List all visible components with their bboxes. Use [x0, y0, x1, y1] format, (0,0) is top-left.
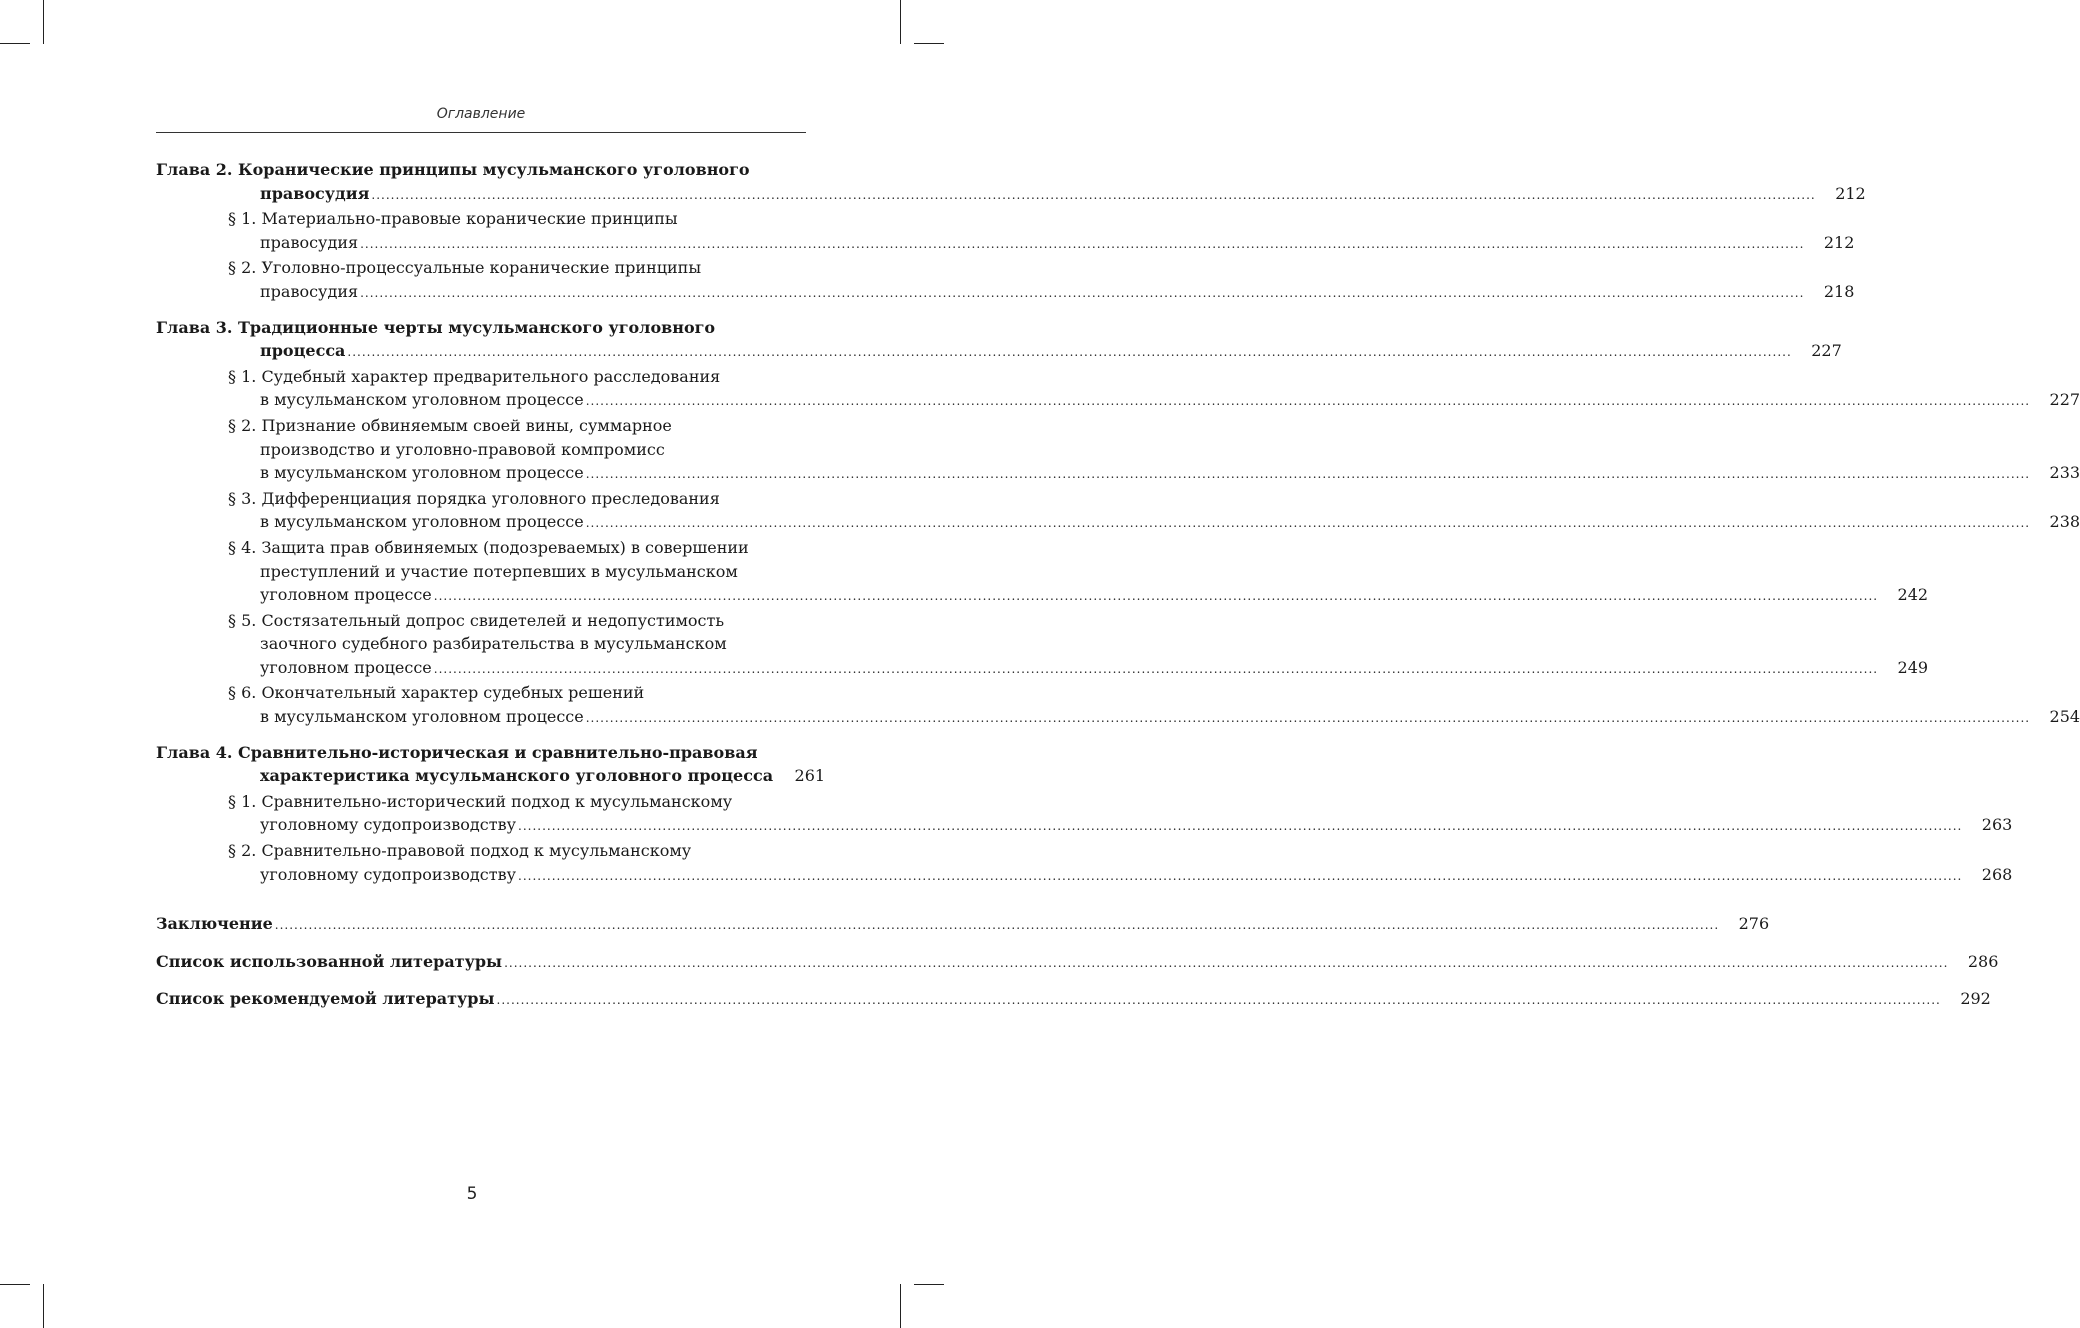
table-of-contents	[156, 158, 2080, 1013]
toc-chapter-entry[interactable]	[156, 316, 1842, 365]
dot-leader: ............................................................................................................................................................................................................................................................................................................	[360, 285, 1805, 300]
dot-leader: ............................................................................................................................................................................................................................................................................................................	[433, 661, 1879, 676]
toc-section-entry[interactable]	[228, 681, 2080, 730]
toc-page-number: 263	[1981, 815, 2013, 835]
toc-entry-title-line: в мусульманском уголовном процессе	[260, 390, 584, 410]
dot-leader: ............................................................................................................................................................................................................................................................................................................	[433, 589, 1879, 604]
toc-entry-title-line: в мусульманском уголовном процессе	[260, 512, 584, 532]
toc-entry-title-line: в мусульманском уголовном процессе	[260, 463, 584, 483]
toc-entry-title-line: Глава 2. Коранические принципы мусульманского уголовного	[156, 160, 750, 179]
toc-page-number: 286	[1967, 951, 1999, 971]
toc-section-entry[interactable]	[228, 365, 2080, 414]
toc-page-number: 276	[1738, 914, 1770, 934]
toc-entry-title-line: § 2. Уголовно-процессуальные коранические принципы	[228, 258, 702, 278]
dot-leader: ............................................................................................................................................................................................................................................................................................................	[496, 993, 1941, 1008]
crop-mark	[914, 43, 944, 44]
toc-page-number: 242	[1897, 585, 1929, 605]
toc-chapter-entry[interactable]	[156, 158, 1866, 207]
toc-section-entry[interactable]	[228, 207, 1855, 256]
toc-entry-title-line: преступлений и участие потерпевших в мусульманском	[260, 561, 738, 581]
toc-entry-title-line: § 1. Судебный характер предварительного расследования	[228, 366, 721, 386]
toc-entry-title-line: § 4. Защита прав обвиняемых (подозреваемых) в совершении	[228, 537, 749, 557]
toc-section-entry[interactable]	[228, 487, 2080, 536]
toc-entry-title-line: § 5. Состязательный допрос свидетелей и недопустимость	[228, 610, 725, 630]
toc-section-entry[interactable]	[228, 536, 1929, 609]
toc-page-number: 261	[794, 766, 826, 786]
dot-leader: ............................................................................................................................................................................................................................................................................................................	[371, 187, 1816, 202]
toc-page-number: 212	[1823, 232, 1855, 252]
dot-leader: ............................................................................................................................................................................................................................................................................................................	[347, 345, 1792, 360]
toc-entry-title-line: § 2. Признание обвиняемым своей вины, суммарное	[228, 415, 672, 435]
toc-chapter-entry[interactable]	[156, 741, 826, 790]
toc-section-entry[interactable]	[228, 256, 1855, 305]
dot-leader: ............................................................................................................................................................................................................................................................................................................	[518, 868, 1963, 883]
header-rule	[156, 132, 806, 133]
toc-section-entry[interactable]	[228, 609, 1929, 682]
toc-entry-title-line: правосудия	[260, 281, 359, 301]
toc-entry-title-line: производство и уголовно-правовой компромисс	[260, 439, 665, 459]
toc-entry-title-line: правосудия	[260, 183, 370, 203]
dot-leader: ............................................................................................................................................................................................................................................................................................................	[585, 711, 2031, 726]
toc-section-entry[interactable]	[228, 839, 2013, 888]
toc-entry-title-line: Заключение	[156, 914, 273, 934]
toc-page-number: 238	[2049, 512, 2080, 532]
toc-page-number: 249	[1897, 657, 1929, 677]
toc-page-number: 254	[2049, 707, 2080, 727]
toc-page-number: 227	[2049, 390, 2080, 410]
dot-leader: ............................................................................................................................................................................................................................................................................................................	[518, 819, 1963, 834]
toc-page-number: 212	[1835, 183, 1866, 203]
dot-leader: ............................................................................................................................................................................................................................................................................................................	[585, 467, 2031, 482]
toc-chapter-entry[interactable]	[156, 912, 1770, 938]
toc-entry-title-line: правосудия	[260, 232, 359, 252]
crop-mark	[0, 1284, 30, 1285]
dot-leader: ............................................................................................................................................................................................................................................................................................................	[360, 236, 1805, 251]
toc-entry-title-line: процесса	[260, 341, 346, 361]
crop-mark	[900, 1284, 901, 1328]
running-header: Оглавление	[436, 106, 526, 122]
toc-entry-title-line: заочного судебного разбирательства в мусульманском	[260, 634, 727, 654]
toc-entry-title-line: уголовному судопроизводству	[260, 864, 516, 884]
dot-leader: ............................................................................................................................................................................................................................................................................................................	[504, 955, 1949, 970]
toc-entry-title-line: характеристика мусульманского уголовного процесса	[260, 766, 774, 786]
dot-leader: ............................................................................................................................................................................................................................................................................................................	[274, 918, 1720, 933]
toc-entry-title-line: § 3. Дифференциация порядка уголовного преследования	[228, 488, 720, 508]
toc-entry-title-line: § 1. Сравнительно-исторический подход к мусульманскому	[228, 791, 733, 811]
toc-entry-title-line: уголовном процессе	[260, 585, 432, 605]
crop-mark	[43, 1284, 44, 1328]
toc-entry-title-line: уголовном процессе	[260, 657, 432, 677]
toc-entry-title-line: § 2. Сравнительно-правовой подход к мусульманскому	[228, 841, 692, 861]
toc-entry-title-line: Список использованной литературы	[156, 951, 503, 971]
toc-page-number: 268	[1981, 864, 2013, 884]
toc-section-entry[interactable]	[228, 790, 2013, 839]
toc-section-entry[interactable]	[228, 414, 2080, 487]
crop-mark	[914, 1284, 944, 1285]
toc-entry-title-line: Глава 4. Сравнительно-историческая и сравнительно-правовая	[156, 742, 758, 762]
toc-entry-title-line: Список рекомендуемой литературы	[156, 989, 495, 1009]
toc-page-number: 233	[2049, 463, 2080, 483]
toc-entry-title-line: Глава 3. Традиционные черты мусульманского уголовного	[156, 317, 716, 337]
toc-entry-title-line: уголовному судопроизводству	[260, 815, 516, 835]
crop-mark	[900, 0, 901, 44]
toc-page-number: 292	[1960, 989, 1991, 1009]
toc-chapter-entry[interactable]	[156, 987, 1991, 1013]
dot-leader: ............................................................................................................................................................................................................................................................................................................	[585, 516, 2031, 531]
crop-mark	[0, 43, 30, 44]
toc-page-number: 218	[1823, 281, 1855, 301]
toc-page-number: 227	[1811, 341, 1842, 361]
toc-entry-title-line: § 6. Окончательный характер судебных решений	[228, 683, 645, 703]
crop-mark	[43, 0, 44, 44]
page-number: 5	[466, 1184, 478, 1204]
dot-leader: ............................................................................................................................................................................................................................................................................................................	[585, 394, 2031, 409]
toc-entry-title-line: в мусульманском уголовном процессе	[260, 707, 584, 727]
toc-chapter-entry[interactable]	[156, 950, 1999, 976]
toc-entry-title-line: § 1. Материально-правовые коранические принципы	[228, 209, 678, 229]
